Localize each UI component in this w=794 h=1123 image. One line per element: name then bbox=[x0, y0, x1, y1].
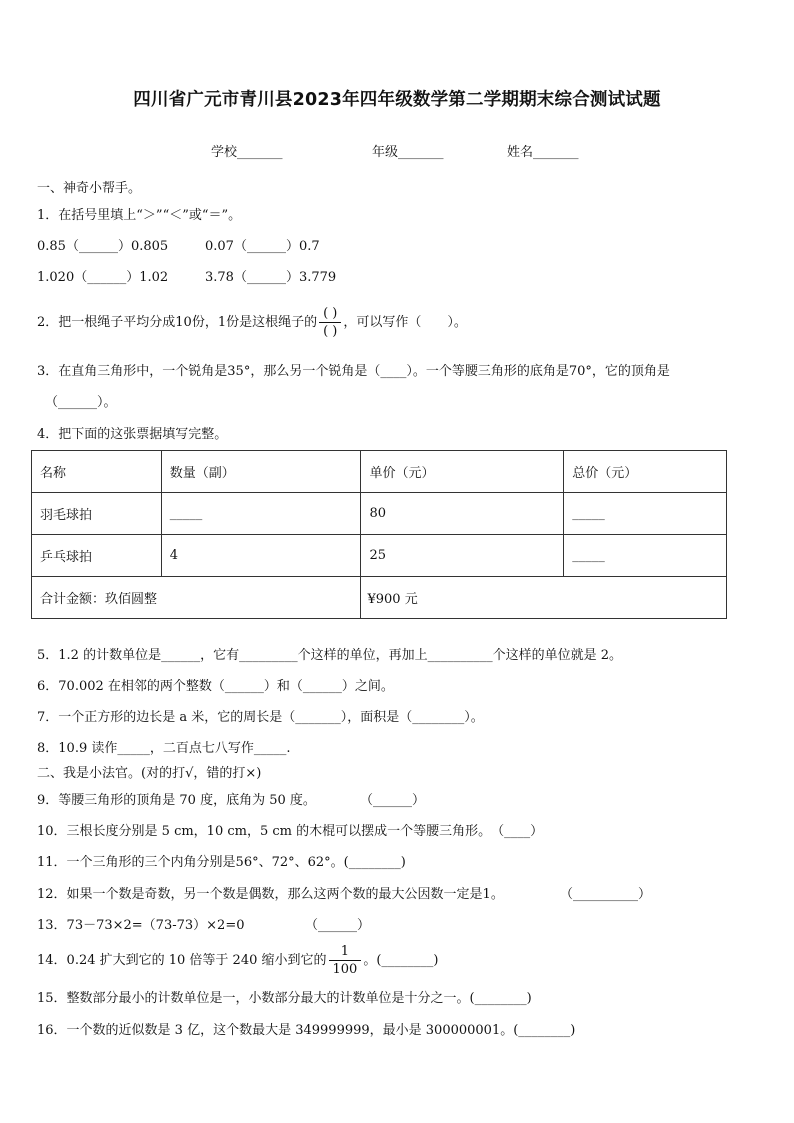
table-cell: 4 bbox=[161, 535, 361, 577]
question-9: 9．等腰三角形的顶角是 70 度，底角为 50 度。 bbox=[37, 793, 316, 808]
header-cell: 单价（元） bbox=[361, 451, 564, 493]
school-blank: _______ bbox=[237, 145, 283, 160]
question-6[interactable]: 6．70.002 在相邻的两个整数（______）和（______）之间。 bbox=[37, 679, 394, 694]
q14-text: 14．0.24 扩大到它的 10 倍等于 240 缩小到它的 bbox=[37, 953, 327, 968]
question-5[interactable]: 5．1.2 的计数单位是______，它有_________个这样的单位，再加上__________个这样的单位就是 2。 bbox=[37, 648, 622, 663]
q1-compare-2[interactable]: 0.07（______）0.7 bbox=[205, 239, 320, 254]
page-title: 四川省广元市青川县2023年四年级数学第二学期期末综合测试试题 bbox=[133, 90, 661, 110]
table-header-row bbox=[32, 451, 727, 493]
section-1-heading: 一、神奇小帮手。 bbox=[37, 181, 142, 196]
header-cell: 总价（元） bbox=[564, 451, 727, 493]
question-10[interactable]: 10．三根长度分别是 5 cm，10 cm，5 cm 的木棍可以摆成一个等腰三角形。 （____） bbox=[37, 824, 544, 839]
q14-denominator: 100 bbox=[332, 962, 358, 977]
q14-fraction bbox=[329, 943, 362, 978]
total-value: ¥900 元 bbox=[361, 577, 727, 619]
question-8[interactable]: 8．10.9 读作_____，二百点七八写作_____. bbox=[37, 741, 291, 756]
school-field[interactable] bbox=[211, 141, 283, 160]
table-row bbox=[32, 535, 727, 577]
q12-answer-blank[interactable]: （__________） bbox=[560, 887, 652, 902]
q1-compare-1[interactable]: 0.85（______）0.805 bbox=[37, 239, 169, 254]
question-3-line-2[interactable]: （______）。 bbox=[45, 395, 117, 410]
question-15[interactable]: 15．整数部分最小的计数单位是一，小数部分最大的计数单位是十分之一。(________) bbox=[37, 991, 532, 1006]
question-14 bbox=[37, 943, 439, 978]
table-cell: 80 bbox=[361, 493, 564, 535]
q2-text: 2．把一根绳子平均分成10份，1份是这根绳子的 bbox=[37, 315, 318, 330]
receipt-table bbox=[31, 450, 727, 619]
total-blank[interactable]: _____ bbox=[564, 493, 727, 535]
q14-numerator: 1 bbox=[329, 943, 362, 961]
total-label: 合计金额：玖佰圆整 bbox=[32, 577, 361, 619]
header-cell: 数量（副） bbox=[161, 451, 361, 493]
grade-field[interactable] bbox=[372, 141, 444, 160]
table-cell: 乒乓球拍 bbox=[32, 535, 162, 577]
question-12: 12．如果一个数是奇数，另一个数是偶数，那么这两个数的最大公因数一定是1。 bbox=[37, 887, 504, 902]
name-blank: _______ bbox=[533, 145, 579, 160]
q2-denominator: ( ) bbox=[323, 324, 338, 339]
total-blank[interactable]: _____ bbox=[564, 535, 727, 577]
table-cell: 25 bbox=[361, 535, 564, 577]
q2-numerator: ( ) bbox=[319, 305, 341, 323]
name-label: 姓名 bbox=[507, 145, 534, 160]
quantity-blank[interactable]: _____ bbox=[161, 493, 361, 535]
name-field[interactable] bbox=[507, 141, 579, 160]
q1-compare-3[interactable]: 1.020（______）1.02 bbox=[37, 270, 169, 285]
question-11[interactable]: 11．一个三角形的三个内角分别是56°、72°、62°。(________) bbox=[37, 855, 406, 870]
q14-tail[interactable]: 。(________) bbox=[363, 953, 439, 968]
question-2 bbox=[37, 305, 467, 340]
school-label: 学校 bbox=[211, 145, 238, 160]
grade-blank: _______ bbox=[398, 145, 444, 160]
question-4: 4．把下面的这张票据填写完整。 bbox=[37, 427, 228, 442]
section-2-heading: 二、我是小法官。(对的打√，错的打×) bbox=[37, 766, 262, 781]
header-cell: 名称 bbox=[32, 451, 162, 493]
question-16[interactable]: 16．一个数的近似数是 3 亿，这个数最大是 349999999，最小是 300000001。(________) bbox=[37, 1023, 576, 1038]
question-3-line-1: 3．在直角三角形中，一个锐角是35°，那么另一个锐角是（____）。一个等腰三角形的底角是70°，它的顶角是 bbox=[37, 364, 670, 379]
q2-fraction[interactable] bbox=[319, 305, 341, 340]
q13-answer-blank[interactable]: （______） bbox=[305, 918, 371, 933]
q1-compare-4[interactable]: 3.78（______）3.779 bbox=[205, 270, 337, 285]
table-total-row bbox=[32, 577, 727, 619]
grade-label: 年级 bbox=[372, 145, 399, 160]
q9-answer-blank[interactable]: （______） bbox=[360, 793, 426, 808]
q2-tail: ，可以写作（ ）。 bbox=[343, 315, 467, 330]
table-row bbox=[32, 493, 727, 535]
question-13: 13．73－73×2=（73-73）×2=0 bbox=[37, 918, 245, 933]
table-cell: 羽毛球拍 bbox=[32, 493, 162, 535]
question-7[interactable]: 7．一个正方形的边长是 a 米，它的周长是（_______），面积是（________）。 bbox=[37, 710, 484, 725]
question-1: 1．在括号里填上“＞”“＜”或“＝”。 bbox=[37, 208, 242, 223]
